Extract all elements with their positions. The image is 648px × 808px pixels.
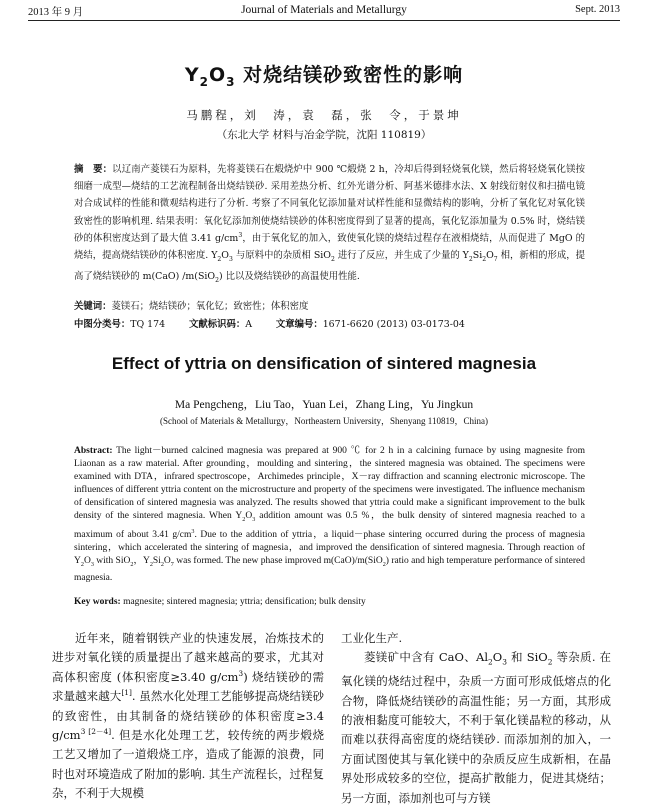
keywords-english: Key words: magnesite; sintered magnesia; yttria; densification; bulk density <box>74 597 366 607</box>
header-date: 2013 年 9 月 <box>28 7 84 18</box>
header-date-en: Sept. 2013 <box>575 4 620 15</box>
affiliation-english: (School of Materials & Metallurgy，Northeastern University，Shenyang 110819，China) <box>160 416 488 426</box>
authors-english: Ma Pengcheng，Liu Tao，Yuan Lei，Zhang Ling，Yu Jingkun <box>174 399 474 411</box>
keywords-label-cn: 关键词： <box>74 301 112 312</box>
abstract-label-cn: 摘 要： <box>74 164 113 175</box>
abstract-chinese: 摘 要：以辽南产菱镁石为原料，先将菱镁石在煅烧炉中 900 ℃煅烧 2 h，冷却后得到轻烧氧化镁，然后将轻烧氧化镁按细磨一成型—烧结的工艺流程制备出烧结镁砂. 采用差热分析、红外光谱分析、阿基米德排水法、X 射线衍射仪和扫描电镜对合成试样的性能和微观结构进行了分析. 考察了不同氧化钇添加量对试样性能和显微结构的影响，分析了氧化钇对氧化镁致密性的影响机理. 结果表明：氧化钇添加剂使烧结镁砂的体积密度得到了显著的提高，氧化钇添加量为 0.5% 时，烧结镁砂的体积密度达到了最大值 3.41 $g/cm^3$，由于氧化钇的加入，致使氧化镁的烧结过程存在液相烧结，从而促进了 MgO 的烧结，提高烧结镁砂的体积密度. $Y_2O_3$ 与原料中的杂质相 SiO$_2$ 进行了反应，并生成了少量的 $Y_2Si_2O_7$ 相，新相的形成，提高了烧结镁砂的 m(CaO) /m(SiO$_2$) 比以及烧结镁砂的高温使用性能. <box>74 164 586 284</box>
keywords-label-en: Key words: <box>74 597 121 607</box>
body-text-left-column: 近年来，随着钢铁产业的快速发展，冶炼技术的进步对氧化镁的质量提出了越来越高的要求，尤其对高体积密度 (体积密度≥3.40 $g/cm^3$) 烧结镁砂的需求量越来越大[1]. 虽然水化处理工艺能够提高烧结镁砂的致密性，由其制备的烧结镁砂的体积密度≥3.4 $g/cm^{3 [2-4]}$. 但是水化处理工艺，较传统的两步煅烧工艺又增加了一道煅烧工序，造成了能源的浪费，同时也对环境造成了附加的影响. 其生产流程长，过程复杂，不利于大规模 <box>52 631 325 801</box>
title-english: Effect of yttria on densification of sintered magnesia <box>111 354 537 373</box>
authors-chinese: 马鹏程，刘 涛，袁 磊，张 令，于景坤 <box>186 108 462 122</box>
affiliation-chinese: （东北大学 材料与冶金学院，沈阳 110819） <box>216 129 432 141</box>
citation-ref: [1] <box>121 688 132 698</box>
running-header <box>28 4 620 20</box>
citation-ref: 3 [2－4] <box>80 727 112 737</box>
title-chinese: $Y_2O_3$ 对烧结镁砂致密性的影响 <box>184 64 464 89</box>
paragraph: 菱镁矿中含有 CaO、$Al_2O_3$ 和 SiO$_2$ 等杂质. 在氧化镁的烧结过程中，杂质一方面可形成低熔点的化合物，降低烧结镁砂的高温性能；另一方面，其形成的液相黏度可能较大，不利于氧化镁晶粒的移动，从而难以获得高密度的烧结镁砂. 而添加剂的加入，一方面试图使其与氧化镁中的杂质反应生成新相，在晶界处形成较多的空位，提高扩散能力，促进其烧结；另一方面，添加剂也可与方镁 <box>341 650 611 805</box>
abstract-english: Abstract: The light－burned calcined magnesia was prepared at 900 ℃ for 2 h in a calcining furnace by using magnesite from Liaonan as a raw material. After grounding，moulding and sintering，the sintered magnesia was obtained. The specimens were examined with DTA，infrared spectroscope，Archimedes principle，X－ray diffraction and scanning electronic microscope. The influences of different yttria content on the microstructure and property of the specimens were investigated. The influence mechanism of densification of sintered magnesia was analyzed. The results showed that yttria could make a significant improvement to the bulk density of the sintered magnesia. When $Y_2O_3$ addition amount was 0.5 %，the bulk density of sintered magnesia reached to a maximum of about 3.41 $g/cm^3$. Due to the addition of yttria，a liquid－phase sintering occurred during the process of magnesia sintering，which accelerated the sintering of magnesia，and improved the densification of sintered magnesia. Through reaction of $Y_2O_3$ with SiO$_2$，$Y_2Si_2O_7$ was formed. The new phase improved m(CaO)/m(SiO$_2$) ratio and high temperature performance of sintered magnesia. <box>74 446 585 584</box>
body-text-right-column <box>341 629 611 808</box>
keywords-chinese: 关键词：菱镁石；烧结镁砂；氧化钇；致密性；体积密度 <box>74 301 309 312</box>
header-rule <box>28 20 620 21</box>
paragraph-continued: 工业化生产. <box>341 631 403 645</box>
classification-line: 中图分类号：TQ 174 文献标识码：A 文章编号：1671-6620 (2013) 03-0173-04 <box>74 319 465 330</box>
header-journal-name: Journal of Materials and Metallurgy <box>241 4 407 16</box>
abstract-label-en: Abstract: <box>74 446 113 456</box>
